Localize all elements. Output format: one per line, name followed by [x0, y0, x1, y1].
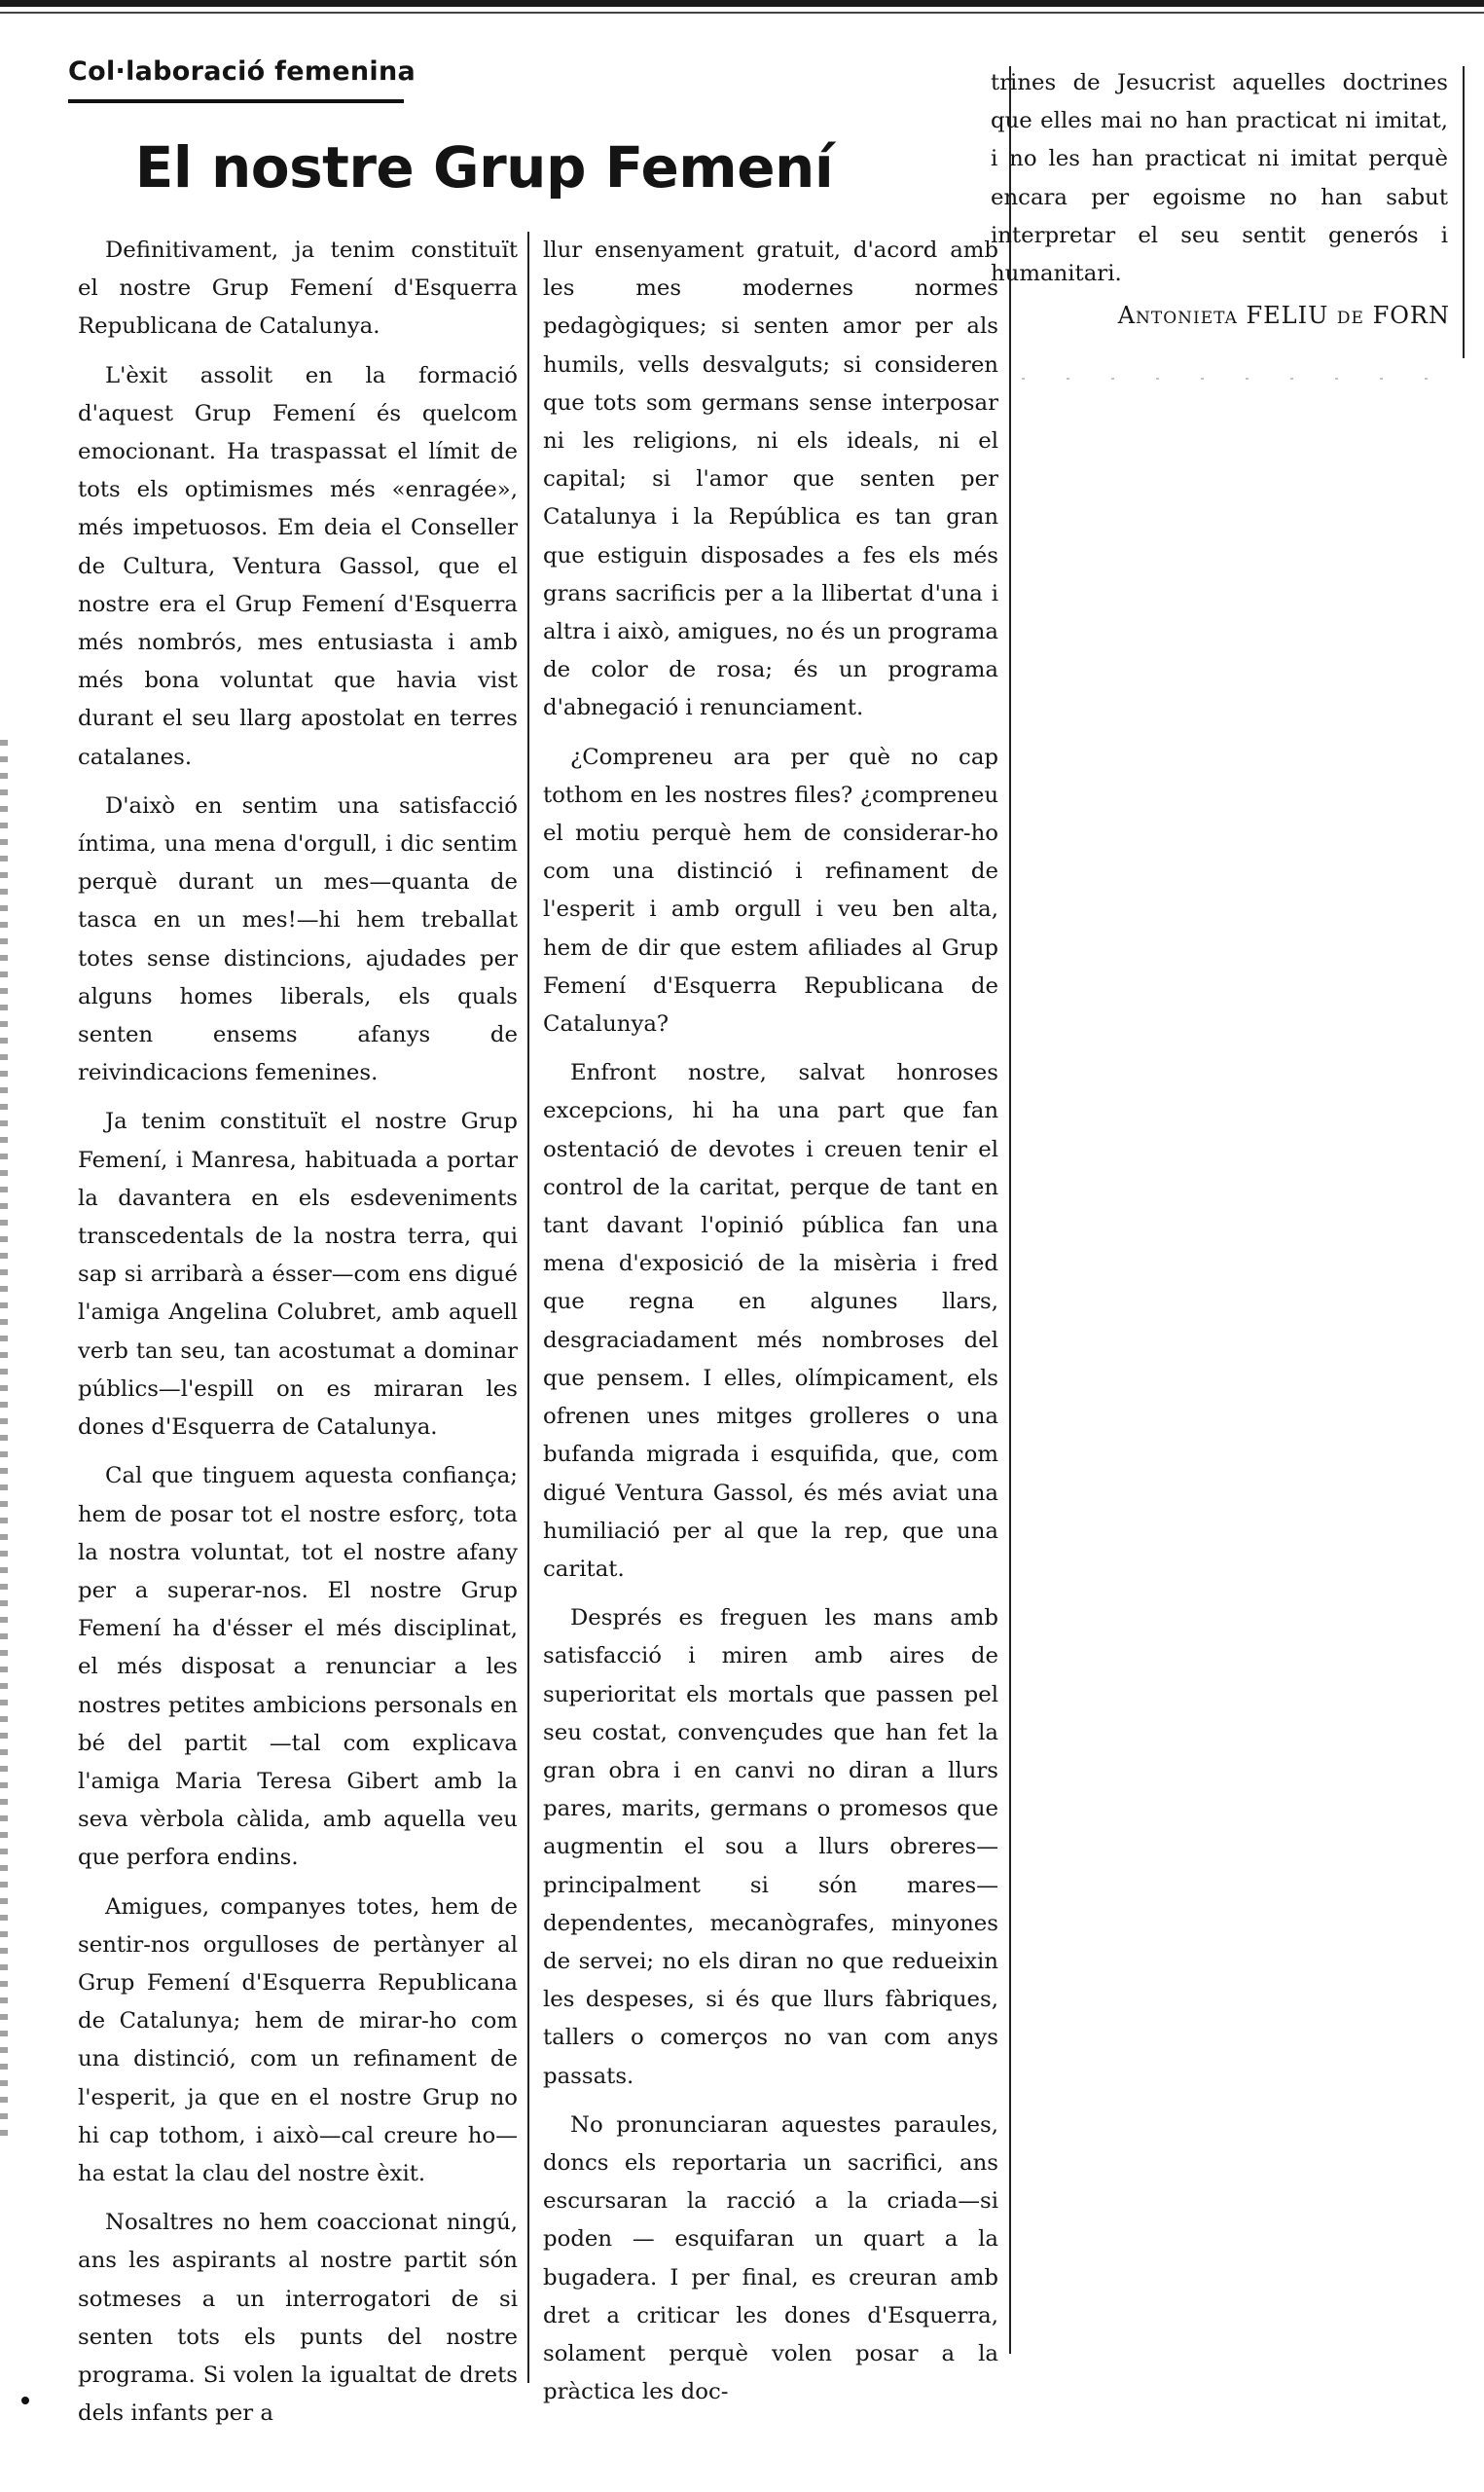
article-column-2 [543, 232, 998, 2422]
paragraph: L'èxit assolit en la formació d'aquest Grup Femení és quelcom emocionant. Ha traspassat el límit de tots els optimismes més «enragée», més impetuosos. Em deia el Conseller de Cultura, Ventura Gassol, que el nostre era el Grup Femení d'Esquerra més nombrós, mes entusiasta i amb més bona voluntat que havia vist durant el seu llarg apostolat en terres catalanes. [78, 362, 518, 770]
column-divider [527, 232, 529, 2383]
paragraph: No pronunciaran aquestes paraules, doncs els reportaria un sacrifici, ans escursaran la racció a la criada—si poden — esquifaran un quart a la bugadera. I per final, es creuran amb dret a criticar les dones d'Esquerra, solament perquè volen posar a la pràctica les doc- [543, 2111, 998, 2405]
article-column-3 [991, 64, 1448, 304]
article-column-1 [78, 232, 518, 2443]
paragraph: Després es freguen les mans amb satisfacció i miren amb aires de superioritat els mortals que passen pel seu costat, convençudes que han fet la gran obra i en canvi no diran a llurs pares, marits, germans o promesos que augmentin el sou a llurs obreres—principalment si són mares—dependentes, mecanògrafes, minyones de servei; no els diran no que redueixin les despeses, si és que llurs fàbriques, tallers o comerços no van com anys passats. [543, 1605, 998, 2089]
paragraph: trines de Jesucrist aquelles doctrines que elles mai no han practicat ni imitat, i no les han practicat ni imitat perquè encara per egoisme no han sabut interpretar el seu sentit generós i humanitari. [991, 70, 1448, 287]
article-title: El nostre Grup Femení [134, 134, 834, 201]
top-border-rule-thin [0, 12, 1484, 14]
scan-margin-noise [0, 740, 8, 2142]
paragraph: D'això en sentim una satisfacció íntima, una mena d'orgull, i dic sentim perquè durant un mes—quanta de tasca en un mes!—hi hem treballat totes sense distincions, ajudades per alguns homes liberals, els quals senten ensems afanys de reivindicacions femenines. [78, 792, 518, 1086]
column-divider [1463, 66, 1465, 358]
paragraph: Cal que tinguem aquesta confiança; hem de posar tot el nostre esforç, tota la nostra voluntat, tot el nostre afany per a superar-nos. El nostre Grup Femení ha d'ésser el més disciplinat, el més disposat a renunciar a les nostres petites ambicions personals en bé del partit —tal com explicava l'amiga Maria Teresa Gibert amb la seva vèrbola càlida, amb aquella veu que perfora endins. [78, 1463, 518, 1871]
paragraph: Amigues, companyes totes, hem de sentir-nos orgulloses de pertànyer al Grup Femení d'Esquerra Republicana de Catalunya; hem de mirar-ho com una distinció, com un refinament de l'esperit, ja que en el nostre Grup no hi cap tothom, i això—cal creure ho—ha estat la clau del nostre èxit. [78, 1893, 518, 2186]
scan-margin-dot [21, 2397, 29, 2404]
paragraph: Ja tenim constituït el nostre Grup Femení, i Manresa, habituada a portar la davantera en els esdeveniments transcedentals de la nostra terra, qui sap si arribarà a ésser—com ens digué l'amiga Angelina Colubret, amb aquell verb tan seu, tan acostumat a dominar públics—l'espill on es miraran les dones d'Esquerra de Catalunya. [78, 1109, 518, 1441]
paragraph: llur ensenyament gratuit, d'acord amb les mes modernes normes pedagògiques; si senten amor per als humils, vells desvalguts; si consideren que tots som germans sense interposar ni les religions, ni els ideals, ni el capital; si l'amor que senten per Catalunya i la República es tan gran que estiguin disposades a fes els més grans sacrificis per a la llibertat d'una i altra i això, amigues, no és un programa de color de rosa; és un programa d'abnegació i renunciament. [543, 238, 998, 721]
paragraph: Definitivament, ja tenim constituït el nostre Grup Femení d'Esquerra Republicana de Catalunya. [78, 238, 518, 340]
paragraph: Enfront nostre, salvat honroses excepcions, hi ha una part que fan ostentació de devotes i creuen tenir el control de la caritat, perque de tant en tant davant l'opinió pública fan una mena d'exposició de la misèria i fred que regna en algunes llars, desgraciadament més nombroses del que pensem. I elles, olímpicament, els ofrenen unes mitges grolleres o una bufanda migrada i esquifida, que, com digué Ventura Gassol, és més aviat una humiliació per al que la rep, que una caritat. [543, 1060, 998, 1582]
column-divider [1009, 66, 1011, 2354]
paragraph: Nosaltres no hem coaccionat ningú, ans les aspirants al nostre partit són sotmeses a un interrogatori de si senten tots els punts del nostre programa. Si volen la igualtat de drets dels infants per a [78, 2210, 518, 2427]
author-signature: Antonieta FELIU de FORN [1117, 302, 1450, 329]
section-underline [68, 99, 404, 103]
print-specks [1022, 378, 1450, 380]
top-border-rule [0, 0, 1484, 7]
paragraph: ¿Compreneu ara per què no cap tothom en les nostres files? ¿compreneu el motiu perquè hem de considerar-ho com una distinció i refinament de l'esperit i amb orgull i veu ben alta, hem de dir que estem afiliades al Grup Femení d'Esquerra Republicana de Catalunya? [543, 744, 998, 1038]
section-label: Col·laboració femenina [68, 56, 416, 87]
